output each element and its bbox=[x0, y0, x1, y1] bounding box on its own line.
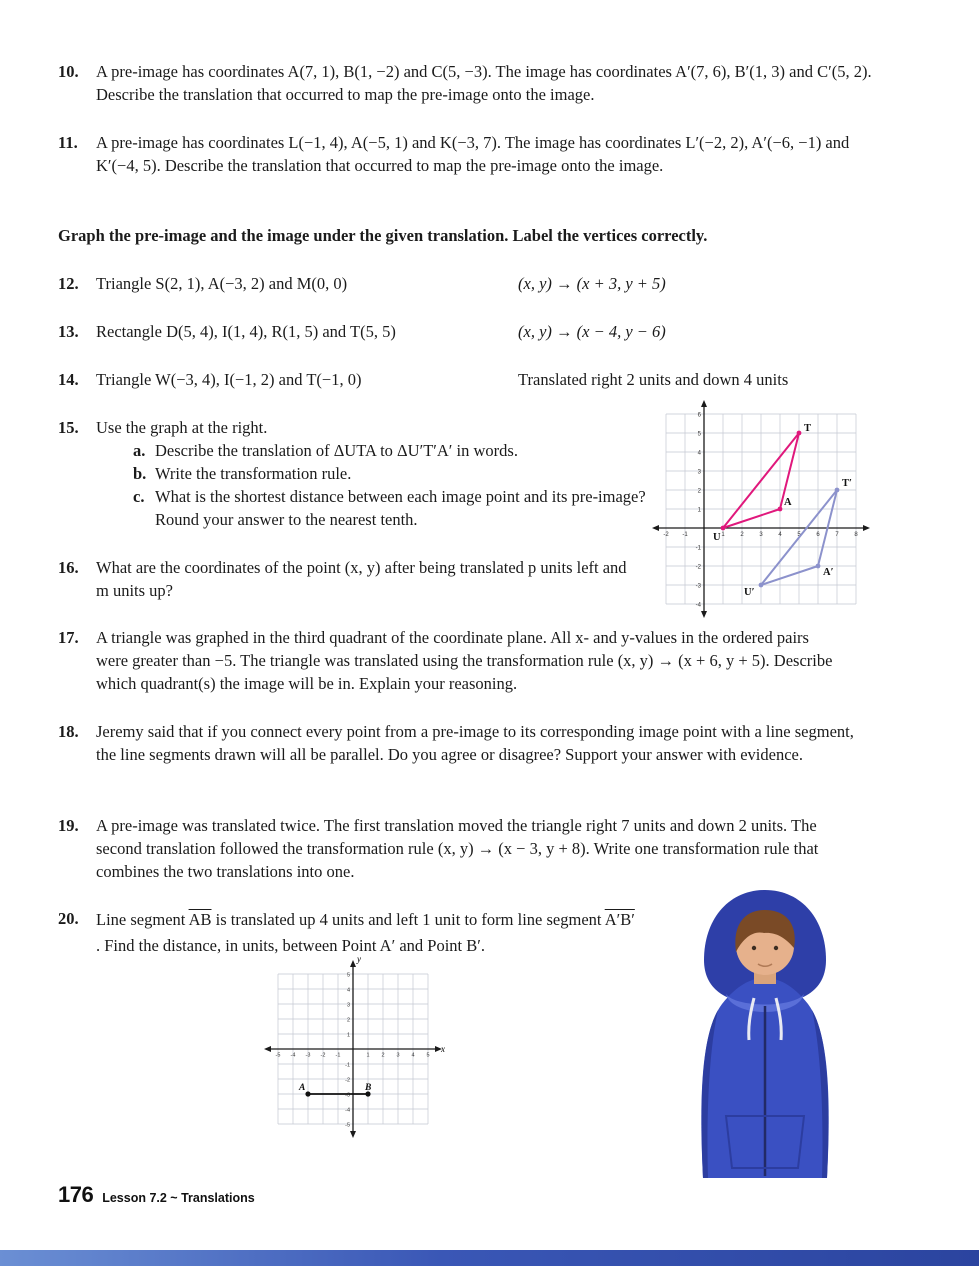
problem-text-part: Line segment bbox=[96, 910, 189, 929]
svg-text:-5: -5 bbox=[345, 1122, 350, 1129]
page-footer bbox=[58, 1182, 255, 1208]
problem-number: 18. bbox=[58, 722, 79, 741]
svg-text:6: 6 bbox=[697, 412, 701, 419]
svg-text:-2: -2 bbox=[663, 532, 669, 538]
svg-text:T′: T′ bbox=[842, 478, 852, 489]
problem-20 bbox=[58, 907, 636, 958]
problem-number: 20. bbox=[58, 909, 79, 928]
svg-text:-5: -5 bbox=[275, 1052, 281, 1059]
svg-text:1: 1 bbox=[346, 1032, 350, 1039]
problem-text: A pre-image has coordinates L(−1, 4), A(−5, 1) and K(−3, 7). The image has coordinates L′(−2, 2), A′(−6, −1) and K′(−4, 5). Describe the translation that occurred to map the pre-image onto the image. bbox=[96, 133, 850, 176]
svg-text:2: 2 bbox=[346, 1017, 350, 1024]
svg-text:-4: -4 bbox=[345, 1107, 350, 1114]
subitem-label: a. bbox=[133, 441, 146, 461]
problem-number: 19. bbox=[58, 816, 79, 835]
svg-text:3: 3 bbox=[697, 469, 701, 476]
problem-16 bbox=[58, 556, 641, 602]
svg-text:-4: -4 bbox=[290, 1052, 296, 1059]
transformation-rule: (x, y) → (x − 4, y − 6) bbox=[518, 322, 666, 341]
svg-text:-3: -3 bbox=[305, 1052, 311, 1059]
svg-text:-4: -4 bbox=[695, 602, 701, 609]
svg-text:5: 5 bbox=[346, 972, 350, 979]
section-heading: Graph the pre-image and the image under the given translation. Label the vertices correctly. bbox=[58, 226, 708, 245]
page-edge-bar bbox=[0, 1250, 979, 1266]
problem-text: Jeremy said that if you connect every point from a pre-image to its corresponding image point with a line segment, the line segments drawn will all be parallel. Do you agree or disagree? Support your answer with evidence. bbox=[96, 722, 854, 765]
problem-text: A pre-image has coordinates A(7, 1), B(1, −2) and C(5, −3). The image has coordinates A′(7, 6), B′(1, 3) and C′(5, 2). Describe the translation that occurred to map the pre-image onto the image. bbox=[96, 62, 872, 105]
problem-10 bbox=[58, 60, 922, 106]
problem-14 bbox=[58, 368, 788, 391]
boy-in-blue-hoodie-image bbox=[648, 876, 883, 1181]
svg-text:-1: -1 bbox=[345, 1062, 350, 1069]
svg-text:8: 8 bbox=[854, 532, 858, 538]
svg-text:-1: -1 bbox=[695, 545, 701, 552]
transformation-rule: (x, y) → (x + 3, y + 5) bbox=[518, 274, 666, 293]
problem-number: 15. bbox=[58, 418, 79, 437]
svg-text:7: 7 bbox=[835, 532, 839, 538]
problem-number: 11. bbox=[58, 133, 78, 152]
svg-text:B: B bbox=[365, 1083, 372, 1093]
uta-translation-graph bbox=[650, 398, 872, 620]
problem-text-part: . Find the distance, in units, between Point A′ and Point B′. bbox=[96, 935, 485, 955]
problem-text: Triangle W(−3, 4), I(−1, 2) and T(−1, 0) bbox=[96, 370, 362, 389]
svg-text:U′: U′ bbox=[744, 587, 755, 598]
svg-text:U: U bbox=[713, 532, 721, 543]
subitem-text: What is the shortest distance between each image point and its pre-image? Round your answer to the nearest tenth. bbox=[155, 487, 646, 530]
svg-text:-3: -3 bbox=[695, 583, 701, 590]
svg-text:-1: -1 bbox=[335, 1052, 341, 1059]
subitem-text: Write the transformation rule. bbox=[155, 464, 352, 484]
problem20-graph bbox=[262, 954, 445, 1145]
svg-text:-1: -1 bbox=[682, 532, 688, 538]
problem-15 bbox=[58, 416, 662, 531]
problem-number: 10. bbox=[58, 62, 79, 81]
problem-text-part: is translated up 4 units and left 1 unit to form line segment bbox=[211, 910, 605, 929]
svg-text:-3: -3 bbox=[345, 1092, 350, 1099]
lesson-label: Lesson 7.2 ~ Translations bbox=[102, 1191, 255, 1205]
segment-ab-graph bbox=[262, 954, 445, 1140]
svg-text:4: 4 bbox=[778, 532, 782, 538]
subitem-c bbox=[133, 485, 662, 531]
problem-number: 16. bbox=[58, 558, 79, 577]
svg-text:A: A bbox=[784, 497, 792, 508]
page-number: 176 bbox=[58, 1182, 94, 1207]
problem-text: A pre-image was translated twice. The first translation moved the triangle right 7 units and down 2 units. The second translation followed the transformation rule (x, y) → (x − 3, y + 8). Write one transformation rule that combines the two translations into one. bbox=[96, 816, 819, 882]
svg-text:T: T bbox=[804, 423, 812, 434]
svg-text:y: y bbox=[357, 954, 361, 964]
problem-number: 13. bbox=[58, 322, 79, 341]
svg-text:5: 5 bbox=[697, 431, 701, 438]
svg-text:1: 1 bbox=[697, 507, 701, 514]
problem-17 bbox=[58, 626, 841, 695]
svg-text:4: 4 bbox=[697, 450, 701, 457]
svg-text:3: 3 bbox=[396, 1052, 400, 1059]
subitem-a bbox=[133, 439, 662, 462]
svg-text:-2: -2 bbox=[320, 1052, 326, 1059]
segment-AB: $\overline{AB}$ bbox=[188, 910, 212, 929]
svg-text:4: 4 bbox=[346, 987, 350, 994]
problem-text: Rectangle D(5, 4), I(1, 4), R(1, 5) and T(5, 5) bbox=[96, 322, 396, 341]
subitem-label: c. bbox=[133, 487, 145, 507]
problem-text bbox=[96, 907, 636, 958]
translation-description: Translated right 2 units and down 4 units bbox=[518, 370, 789, 389]
problem-number: 17. bbox=[58, 628, 79, 647]
problem-12 bbox=[58, 272, 666, 295]
svg-text:1: 1 bbox=[366, 1052, 370, 1059]
svg-text:A: A bbox=[299, 1083, 306, 1093]
student-photo bbox=[648, 876, 883, 1186]
svg-text:1: 1 bbox=[721, 532, 725, 538]
problem-19 bbox=[58, 814, 854, 883]
svg-text:5: 5 bbox=[426, 1052, 430, 1059]
svg-text:3: 3 bbox=[346, 1002, 350, 1009]
svg-text:2: 2 bbox=[381, 1052, 385, 1059]
subitem-b bbox=[133, 462, 662, 485]
subitem-label: b. bbox=[133, 464, 147, 484]
problem15-graph bbox=[650, 398, 872, 625]
svg-text:2: 2 bbox=[697, 488, 701, 495]
problem-number: 14. bbox=[58, 370, 79, 389]
svg-text:-2: -2 bbox=[695, 564, 701, 571]
svg-text:-2: -2 bbox=[345, 1077, 350, 1084]
svg-text:3: 3 bbox=[759, 532, 763, 538]
svg-text:A′: A′ bbox=[823, 567, 834, 578]
problem-text: What are the coordinates of the point (x, y) after being translated p units left and m units up? bbox=[96, 558, 627, 601]
svg-text:6: 6 bbox=[816, 532, 820, 538]
svg-text:x: x bbox=[441, 1044, 445, 1054]
problem-text: A triangle was graphed in the third quadrant of the coordinate plane. All x- and y-values in the ordered pairs were greater than −5. The triangle was translated using the transformation rule (x, y) → (x + 6, y + 5). Describe which quadrant(s) the image will be in. Explain your reasoning. bbox=[96, 628, 833, 694]
problem-number: 12. bbox=[58, 274, 79, 293]
subitem-text: Describe the translation of ΔUTA to ΔU′T′A′ in words. bbox=[155, 441, 518, 461]
problem-18 bbox=[58, 720, 871, 766]
svg-text:5: 5 bbox=[797, 532, 801, 538]
svg-text:4: 4 bbox=[411, 1052, 415, 1059]
problem-text: Triangle S(2, 1), A(−3, 2) and M(0, 0) bbox=[96, 274, 348, 293]
problem-intro: Use the graph at the right. bbox=[96, 418, 268, 437]
problem-11 bbox=[58, 131, 866, 177]
svg-text:2: 2 bbox=[740, 532, 744, 538]
problem-13 bbox=[58, 320, 666, 343]
segment-A1B1: A′B′ bbox=[604, 910, 635, 929]
